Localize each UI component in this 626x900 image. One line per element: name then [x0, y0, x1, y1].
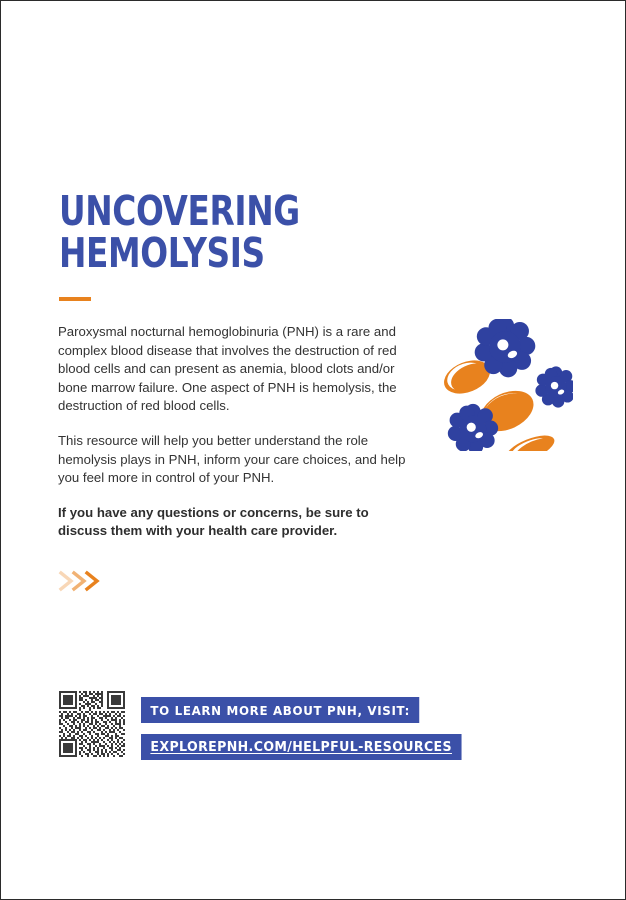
intro-paragraph: Paroxysmal nocturnal hemoglobinuria (PNH) is a rare and complex blood disease that involves the destruction of red blood cells and can present as anemia, blood clots and/or bone marrow failure. One aspect of PNH is hemolysis, the destruction of red blood cells.: [58, 324, 397, 414]
cta-url-bar[interactable]: EXPLOREPNH.COM/HELPFUL-RESOURCES: [141, 734, 461, 760]
accent-divider: [59, 297, 91, 301]
advice-paragraph: If you have any questions or concerns, be sure to discuss them with your health care provider.: [58, 504, 369, 539]
qr-code[interactable]: [59, 691, 125, 757]
body-copy: [58, 323, 406, 541]
chevron-arrows: [58, 567, 110, 595]
page-title-line-2: HEMOLYSIS: [59, 229, 265, 277]
page-title-line-1: UNCOVERING: [59, 187, 300, 235]
blood-cells-illustration: [433, 319, 573, 451]
blood-cells-graphic: [433, 319, 573, 451]
purpose-paragraph: This resource will help you better understand the role hemolysis plays in PNH, inform your care choices, and help you feel more in control of your PNH.: [58, 432, 406, 486]
chevron-arrows-icon: [58, 567, 110, 595]
cta-learn-more-bar[interactable]: TO LEARN MORE ABOUT PNH, VISIT:: [141, 697, 419, 723]
page-title: [59, 187, 323, 277]
qr-code-icon: [59, 691, 125, 757]
